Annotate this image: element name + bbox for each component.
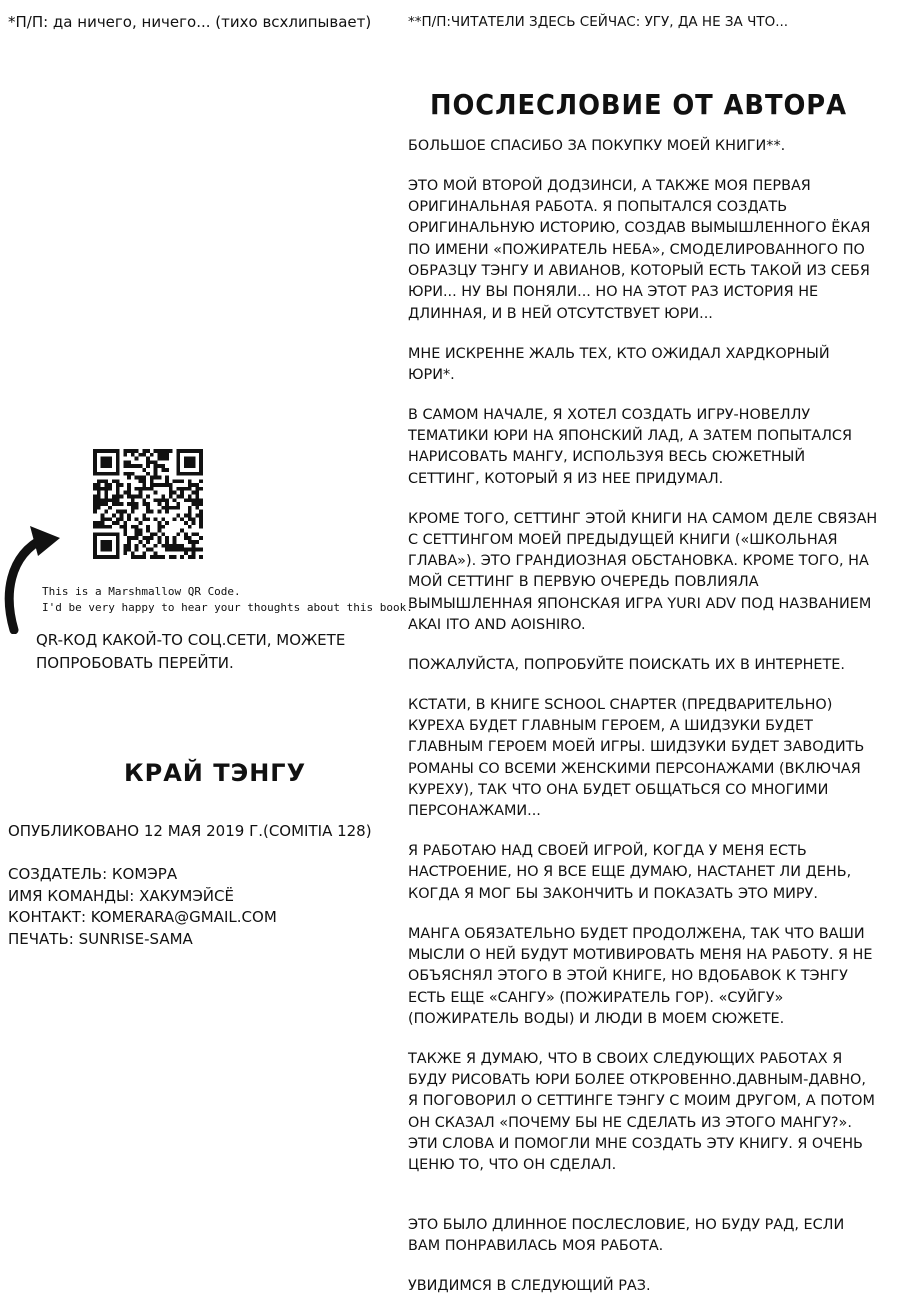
book-title: КРАЙ ТЭНГУ [124,759,307,787]
translator-note-right: **П/П:ЧИТАТЕЛИ ЗДЕСЬ СЕЙЧАС: УГУ, ДА НЕ ЗА ЧТО... [408,14,789,30]
afterword-body [408,136,878,1316]
qr-note: QR-КОД КАКОЙ-ТО СОЦ.СЕТИ, МОЖЕТЕ ПОПРОБОВАТЬ ПЕРЕЙТИ. [36,631,346,672]
publication-info: ОПУБЛИКОВАНО 12 МАЯ 2019 Г.(COMITIA 128) [8,822,372,840]
afterword-paragraph: В САМОМ НАЧАЛЕ, Я ХОТЕЛ СОЗДАТЬ ИГРУ-НОВЕЛЛУ ТЕМАТИКИ ЮРИ НА ЯПОНСКИЙ ЛАД, А ЗАТЕМ ПОПЫТАЛСЯ НАРИСОВАТЬ МАНГУ, ИСПОЛЬЗУЯ ВЕСЬ СЮЖЕТНЫЙ СЕТТИНГ, КОТОРЫЙ Я ИЗ НЕЕ ПРИДУМАЛ. [408,406,852,487]
afterword-paragraph: ЭТО БЫЛО ДЛИННОЕ ПОСЛЕСЛОВИЕ, НО БУДУ РАД, ЕСЛИ ВАМ ПОНРАВИЛАСЬ МОЯ РАБОТА. [408,1216,845,1254]
qr-code-icon[interactable] [92,449,204,559]
afterword-paragraph: ЭТО МОЙ ВТОРОЙ ДОДЗИНСИ, А ТАКЖЕ МОЯ ПЕРВАЯ ОРИГИНАЛЬНАЯ РАБОТА. Я ПОПЫТАЛСЯ СОЗДАТЬ ОРИГИНАЛЬНУЮ ИСТОРИЮ, СОЗДАВ ВЫМЫШЛЕННОГО ЁКАЯ ПО ИМЕНИ «ПОЖИРАТЕЛЬ НЕБА», СМОДЕЛИРОВАННОГО ПО ОБРАЗЦУ ТЭНГУ И АВИАНОВ, КОТОРЫЙ ЕСТЬ ТАКОЙ ИЗ СЕБЯ ЮРИ... НУ ВЫ ПОНЯЛИ... НО НА ЭТОТ РАЗ ИСТОРИЯ НЕ ДЛИННАЯ, И В НЕЙ ОТСУТСТВУЕТ ЮРИ... [408,177,871,322]
afterword-paragraph: Я РАБОТАЮ НАД СВОЕЙ ИГРОЙ, КОГДА У МЕНЯ ЕСТЬ НАСТРОЕНИЕ, НО Я ВСЕ ЕЩЕ ДУМАЮ, НАСТАНЕТ ЛИ ДЕНЬ, КОГДА Я МОГ БЫ ЗАКОНЧИТЬ И ПОКАЗАТЬ ЭТО МИРУ. [408,843,852,902]
curved-arrow-icon [0,516,70,634]
translator-note-left: *П/П: да ничего, ничего... (тихо всхлипывает) [8,13,372,31]
credit-contact: КОНТАКТ: KOMERARA@GMAIL.COM [8,908,277,926]
credit-creator: СОЗДАТЕЛЬ: КОМЭРА [8,865,178,883]
afterword-paragraph: УВИДИМСЯ В СЛЕДУЮЩИЙ РАЗ. [408,1277,651,1294]
credit-team: ИМЯ КОМАНДЫ: ХАКУМЭЙСЁ [8,886,234,905]
afterword-paragraph: БОЛЬШОЕ СПАСИБО ЗА ПОКУПКУ МОЕЙ КНИГИ**. [408,138,786,154]
afterword-paragraph: ТАКЖЕ Я ДУМАЮ, ЧТО В СВОИХ СЛЕДУЮЩИХ РАБОТАХ Я БУДУ РИСОВАТЬ ЮРИ БОЛЕЕ ОТКРОВЕННО.ДАВНЫМ-ДАВНО, Я ПОГОВОРИЛ О СЕТТИНГЕ ТЭНГУ С МОИМ ДРУГОМ, А ПОТОМ ОН СКАЗАЛ «ПОЧЕМУ БЫ НЕ СДЕЛАТЬ ИЗ ЭТОГО МАНГУ?». ЭТИ СЛОВА И ПОМОГЛИ МНЕ СОЗДАТЬ ЭТУ КНИГУ. Я ОЧЕНЬ ЦЕНЮ ТО, ЧТО ОН СДЕЛАЛ. [408,1050,875,1174]
afterword-paragraph: МАНГА ОБЯЗАТЕЛЬНО БУДЕТ ПРОДОЛЖЕНА, ТАК ЧТО ВАШИ МЫСЛИ О НЕЙ БУДУТ МОТИВИРОВАТЬ МЕНЯ НА РАБОТУ. Я НЕ ОБЪЯСНЯЛ ЭТОГО В ЭТОЙ КНИГЕ, НО ВДОБАВОК К ТЭНГУ ЕСТЬ ЕЩЕ «САНГУ» (ПОЖИРАТЕЛЬ ГОР). «СУЙГУ» (ПОЖИРАТЕЛЬ ВОДЫ) И ЛЮДИ В МОЕМ СЮЖЕТЕ. [408,925,873,1027]
qr-caption-line: I'd be very happy to hear your thoughts about this book. [42,601,413,614]
credit-print: ПЕЧАТЬ: SUNRISE-SAMA [8,929,193,948]
afterword-paragraph: КСТАТИ, В КНИГЕ SCHOOL CHAPTER (ПРЕДВАРИТЕЛЬНО) КУРЕХА БУДЕТ ГЛАВНЫМ ГЕРОЕМ, А ШИДЗУКИ БУДЕТ ГЛАВНЫМ ГЕРОЕМ МОЕЙ ИГРЫ. ШИДЗУКИ БУДЕТ ЗАВОДИТЬ РОМАНЫ СО ВСЕМИ ЖЕНСКИМИ ПЕРСОНАЖАМИ (ВКЛЮЧАЯ КУРЕХУ), ТАК ЧТО ОНА БУДЕТ ОБЩАТЬСЯ СО МНОГИМИ ПЕРСОНАЖАМИ... [408,696,865,820]
qr-caption-line: This is a Marshmallow QR Code. [42,585,241,598]
afterword-title: ПОСЛЕСЛОВИЕ ОТ АВТОРА [430,88,847,121]
qr-caption [42,584,413,616]
afterword-paragraph: МНЕ ИСКРЕННЕ ЖАЛЬ ТЕХ, КТО ОЖИДАЛ ХАРДКОРНЫЙ ЮРИ*. [408,345,830,383]
afterword-paragraph: ПОЖАЛУЙСТА, ПОПРОБУЙТЕ ПОИСКАТЬ ИХ В ИНТЕРНЕТЕ. [408,656,845,673]
afterword-paragraph: КРОМЕ ТОГО, СЕТТИНГ ЭТОЙ КНИГИ НА САМОМ ДЕЛЕ СВЯЗАН С СЕТТИНГОМ МОЕЙ ПРЕДЫДУЩЕЙ КНИГИ («ШКОЛЬНАЯ ГЛАВА»). ЭТО ГРАНДИОЗНАЯ ОБСТАНОВКА. КРОМЕ ТОГО, НА МОЙ СЕТТИНГ В ПЕРВУЮ ОЧЕРЕДЬ ПОВЛИЯЛА ВЫМЫШЛЕННАЯ ЯПОНСКАЯ ИГРА YURI ADV ПОД НАЗВАНИЕМ AKAI ITO AND AOISHIRO. [408,510,878,634]
credits [8,864,277,950]
